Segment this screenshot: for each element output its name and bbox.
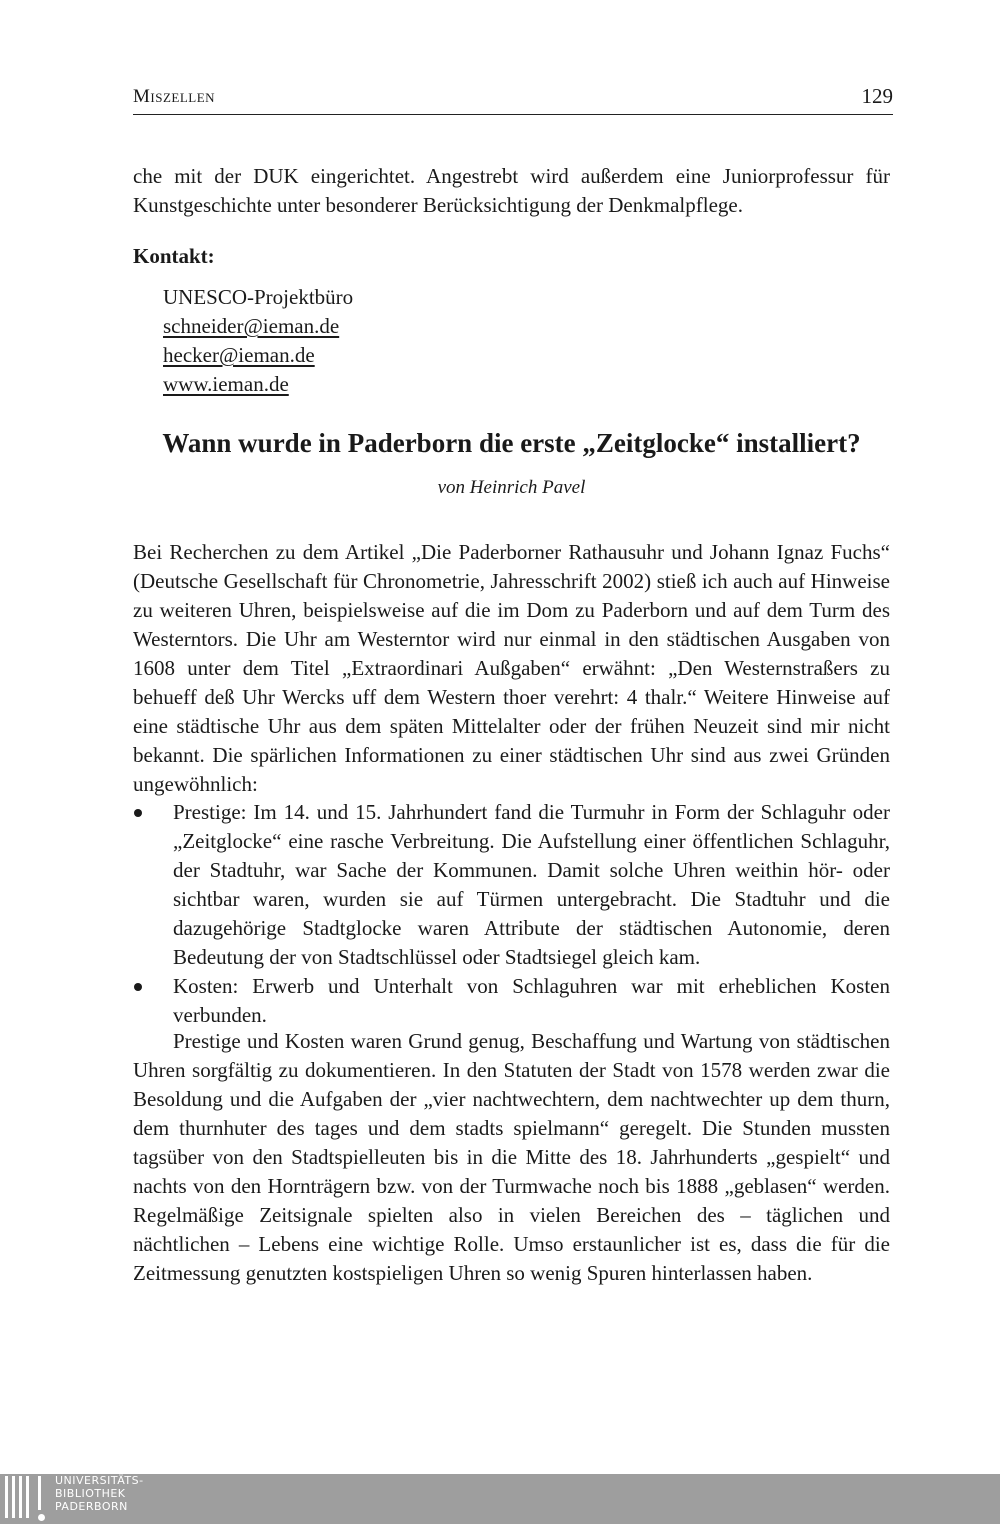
list-item (133, 972, 890, 1030)
library-name (55, 1474, 144, 1513)
bullet-text-kosten: Kosten: Erwerb und Unterhalt von Schlaguhren war mit erheblichen Kosten verbunden. (173, 974, 890, 1027)
bullet-list (133, 798, 890, 1030)
intro-paragraph: che mit der DUK eingerichtet. Angestrebt wird außerdem eine Juniorprofessur für Kunstgeschichte unter besonderer Berücksichtigung der Denkmalpflege. (133, 164, 890, 217)
article-paragraph-2: Prestige und Kosten waren Grund genug, Beschaffung und Wartung von städtischen Uhren sorgfältig zu dokumentieren. In den Statuten der Stadt von 1578 werden zwar die Besoldung und die Aufgaben der „vier nachtwechtern, dem nachtwechter up dem thurn, dem thurnhuter des tages und dem stadts spielmann“ geregelt. Die Stunden mussten tagsüber von den Stadtspielleuten bis in die Mitte des 18. Jahrhunderts „gespielt“ und nachts von den Hornträgern bzw. von der Turmwache noch bis 1888 „geblasen“ werden. Regelmäßige Zeitsignale spielten also in vielen Bereichen des – täglichen und nächtlichen – Lebens eine wichtige Rolle. Umso erstaunlicher ist es, dass die für die Zeitmessung genutzten kostspieligen Uhren so wenig Spuren hinterlassen haben. (133, 1029, 890, 1285)
bullet-icon (134, 809, 142, 817)
section-title: Miszellen (133, 86, 216, 107)
bullet-icon (134, 983, 142, 991)
running-header (133, 86, 893, 115)
contact-block (163, 283, 353, 399)
page-number: 129 (861, 84, 893, 108)
bullet-text-prestige: Prestige: Im 14. und 15. Jahrhundert fand die Turmuhr in Form der Schlaguhr oder „Zeitglocke“ eine rasche Verbreitung. Die Aufstellung einer öffentlichen Schlaguhr, der Stadtuhr, war Sache der Kommunen. Damit solche Uhren weithin hör- oder sichtbar waren, wurden sie auf Türmen untergebracht. Die Stadtuhr und die dazugehörige Stadtglocke waren Attribute der städtischen Autonomie, deren Bedeutung der von Stadtschlüssel oder Stadtsiegel gleich kam. (173, 800, 890, 969)
contact-label: Kontakt: (133, 244, 215, 268)
library-name-line-3: PADERBORN (55, 1500, 128, 1513)
library-name-line-2: BIBLIOTHEK (55, 1487, 126, 1500)
library-footer (0, 1474, 1000, 1524)
article-title: Wann wurde in Paderborn die erste „Zeitglocke“ installiert? (162, 428, 861, 458)
website-link[interactable]: www.ieman.de (163, 372, 289, 396)
library-logo-icon (5, 1476, 47, 1522)
list-item (133, 798, 890, 972)
article-author: von Heinrich Pavel (437, 477, 586, 498)
email-link-schneider[interactable]: schneider@ieman.de (163, 314, 340, 338)
email-link-hecker[interactable]: hecker@ieman.de (163, 343, 315, 367)
library-name-line-1: UNIVERSITÄTS- (55, 1474, 144, 1487)
contact-office: UNESCO-Projektbüro (163, 285, 354, 309)
article-paragraph-1: Bei Recherchen zu dem Artikel „Die Paderborner Rathausuhr und Johann Ignaz Fuchs“ (Deutsche Gesellschaft für Chronometrie, Jahresschrift 2002) stieß ich auch auf Hinweise zu weiteren Uhren, beispielsweise auf die im Dom zu Paderborn und auf dem Turm des Westerntors. Die Uhr am Westerntor wird nur einmal in den städtischen Ausgaben von 1608 unter dem Titel „Extraordinari Außgaben“ erwähnt: „Den Westernstraßers zu behueff deß Uhr Wercks uff dem Western thoer verehrt: 4 thalr.“ Weitere Hinweise auf eine städtische Uhr aus dem späten Mittelalter oder der frühen Neuzeit sind mir nicht bekannt. Die spärlichen Informationen zu einer städtischen Uhr sind aus zwei Gründen ungewöhnlich: (133, 540, 890, 796)
